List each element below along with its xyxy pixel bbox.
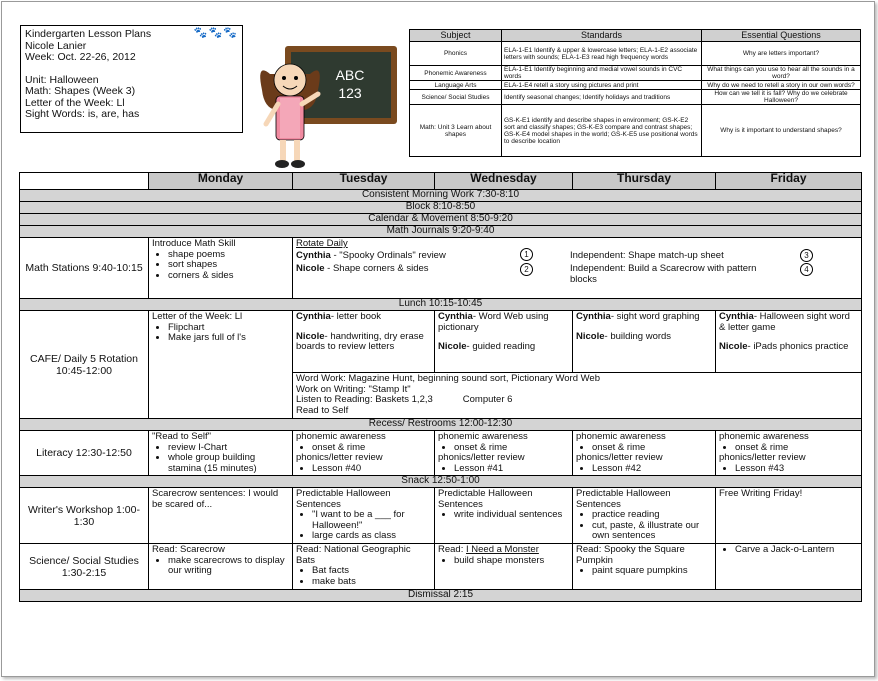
independent-label: Independent: <box>570 250 626 261</box>
literacy-friday-cell <box>716 431 862 476</box>
row-label-science: Science/ Social Studies 1:30-2:15 <box>20 544 149 590</box>
computer-station: Computer 6 <box>462 394 513 405</box>
teacher-name: Nicole <box>576 330 605 342</box>
science-thursday-cell <box>573 544 716 590</box>
band-lunch: Lunch 10:15-10:45 <box>20 299 862 311</box>
rotation-number-1: 1 <box>520 248 533 261</box>
standards-text: GS-K-E1 identify and describe shapes in environment; GS-K-E2 sort and classify shapes; GS-K-E3 compare and contrast shapes; GS-K-E4 model shapes in the world; GS-K-E5 use positional words to describe location <box>502 105 702 157</box>
row-label-cafe: CAFE/ Daily 5 Rotation 10:45-12:00 <box>20 311 149 419</box>
standards-header-standards: Standards <box>502 30 702 42</box>
rotate-daily-label: Rotate Daily <box>296 238 348 249</box>
standards-question: Why are letters important? <box>702 42 861 66</box>
cafe-thursday-cell <box>573 311 716 373</box>
activity-text: - Word Web using pictionary <box>438 311 549 333</box>
cafe-monday-title: Letter of the Week: Ll <box>152 311 243 322</box>
teacher-name: Cynthia <box>296 250 331 261</box>
day-header-wednesday: Wednesday <box>435 173 573 190</box>
rotation-number-4: 4 <box>800 263 813 276</box>
literacy-monday-title: "Read to Self" <box>152 431 212 442</box>
list-item: • Lesson #41 <box>454 464 569 475</box>
list-item: • Carve a Jack-o-Lantern <box>735 545 858 556</box>
list-item: • Make jars full of l's <box>168 333 289 344</box>
writers-wednesday-cell <box>435 488 573 544</box>
literacy-line: phonics/letter review <box>296 452 383 463</box>
literacy-title: phonemic awareness <box>576 431 666 442</box>
day-header-friday: Friday <box>716 173 862 190</box>
standards-text: ELA-1-E1 Identify & upper & lowercase letters; ELA-1-E2 associate letters with sounds; ELA-1-E3 read high frequency words <box>502 42 702 66</box>
list-item: • onset & rime <box>454 443 569 454</box>
science-read-prefix: Read: <box>438 544 464 555</box>
letter-of-week: Letter of the Week: Ll <box>25 96 125 109</box>
activity-text: - sight word graphing <box>610 311 700 322</box>
rotation-text: Shape match-up sheet <box>628 250 724 261</box>
teacher-chalkboard-clipart <box>252 32 400 172</box>
math-monday-cell <box>149 238 293 299</box>
literacy-title: phonemic awareness <box>296 431 386 442</box>
list-item: • review I-Chart <box>168 443 289 454</box>
plan-title: Kindergarten Lesson Plans <box>25 28 152 40</box>
cafe-monday-cell <box>149 311 293 419</box>
daily5-cell <box>293 373 862 419</box>
document-frame <box>1 1 875 677</box>
science-title: Read: Scarecrow <box>152 544 225 555</box>
day-header-thursday: Thursday <box>573 173 716 190</box>
work-on-writing: Work on Writing: "Stamp It" <box>296 383 411 395</box>
band-recess: Recess/ Restrooms 12:00-12:30 <box>20 419 862 431</box>
rotation-number-3: 3 <box>800 249 813 262</box>
literacy-thursday-cell <box>573 431 716 476</box>
science-title: Read: National Geographic Bats <box>296 544 411 566</box>
band-dismissal: Dismissal 2:15 <box>20 590 862 602</box>
standards-question: How can we tell it is fall? Why do we celebrate Halloween? <box>702 90 861 105</box>
literacy-monday-cell <box>149 431 293 476</box>
rotation-2 <box>296 264 429 275</box>
listen-to-reading: Listen to Reading: Baskets 1,2,3 <box>296 394 433 405</box>
teacher-name: Nicole <box>438 341 467 352</box>
activity-text: - iPads phonics practice <box>747 341 849 352</box>
standards-question: Why do we need to retell a story in our own words? <box>702 81 861 90</box>
standards-header-questions: Essential Questions <box>702 30 861 42</box>
science-tuesday-cell <box>293 544 435 590</box>
activity-text: - guided reading <box>466 341 536 352</box>
band-calendar: Calendar & Movement 8:50-9:20 <box>20 214 862 226</box>
writers-title: Predictable Halloween Sentences <box>296 488 391 510</box>
standards-subject: Science/ Social Studies <box>410 90 502 105</box>
math-unit-label: Math: Shapes (Week 3) <box>25 85 136 97</box>
band-math-journals: Math Journals 9:20-9:40 <box>20 226 862 238</box>
standards-subject: Phonemic Awareness <box>410 66 502 81</box>
paw-prints-icon: 🐾🐾🐾 <box>193 27 238 39</box>
standards-header-subject: Subject <box>410 30 502 42</box>
cafe-wednesday-cell <box>435 311 573 373</box>
list-item: • practice reading <box>592 510 712 521</box>
math-monday-title: Introduce Math Skill <box>152 238 236 249</box>
teacher-name: Nicole <box>296 330 325 342</box>
literacy-tuesday-cell <box>293 431 435 476</box>
literacy-line: phonics/letter review <box>576 452 663 463</box>
weekly-plan-table <box>19 172 862 602</box>
writers-monday-cell: Scarecrow sentences: I would be scared of... <box>149 488 293 544</box>
literacy-wednesday-cell <box>435 431 573 476</box>
literacy-title: phonemic awareness <box>438 431 528 442</box>
row-label-writers-workshop: Writer's Workshop 1:00-1:30 <box>20 488 149 544</box>
list-item: • "I want to be a ___ for Halloween!" <box>312 510 431 531</box>
science-wednesday-cell <box>435 544 573 590</box>
teacher-name: Nicole <box>719 341 748 352</box>
unit-label: Unit: Halloween <box>25 73 99 86</box>
read-to-self: Read to Self <box>296 404 349 416</box>
list-item: • Lesson #43 <box>735 464 858 475</box>
band-block: Block 8:10-8:50 <box>20 202 862 214</box>
standards-question: What things can you use to hear all the sounds in a word? <box>702 66 861 81</box>
day-header-tuesday: Tuesday <box>293 173 435 190</box>
literacy-line: phonics/letter review <box>719 452 806 463</box>
list-item: • large cards as class <box>312 531 431 542</box>
list-item: • Bat facts <box>312 566 431 577</box>
activity-text: - handwriting, dry erase boards to review letters <box>296 330 424 352</box>
cafe-tuesday-cell <box>293 311 435 373</box>
teacher-name: Nicole <box>296 263 325 274</box>
row-label-math-stations: Math Stations 9:40-10:15 <box>20 238 149 299</box>
writers-title: Predictable Halloween Sentences <box>576 488 671 510</box>
corner-cell <box>20 173 149 190</box>
math-rotation-cell <box>293 238 862 299</box>
day-header-monday: Monday <box>149 173 293 190</box>
standards-subject: Phonics <box>410 42 502 66</box>
activity-text: - letter book <box>330 311 382 322</box>
teacher-name: Cynthia <box>719 311 754 322</box>
word-work: Word Work: Magazine Hunt, beginning sound sort, Pictionary Word Web <box>296 373 600 384</box>
science-title: I Need a Monster <box>466 544 539 555</box>
literacy-title: phonemic awareness <box>719 431 809 442</box>
list-item: • Lesson #40 <box>312 464 431 475</box>
list-item: • onset & rime <box>735 443 858 454</box>
science-friday-cell <box>716 544 862 590</box>
band-snack: Snack 12:50-1:00 <box>20 476 862 488</box>
list-item: • sort shapes <box>168 260 289 271</box>
list-item: • paint square pumpkins <box>592 566 712 577</box>
writers-friday-cell: Free Writing Friday! <box>716 488 862 544</box>
rotation-text: - Shape corners & sides <box>327 263 429 274</box>
board-abc-text: ABC <box>335 67 365 83</box>
list-item: • write individual sentences <box>454 510 569 521</box>
week-dates: Week: Oct. 22-26, 2012 <box>25 51 136 63</box>
list-item: • Flipchart <box>168 323 289 334</box>
list-item: • shape poems <box>168 250 289 261</box>
standards-question: Why is it important to understand shapes? <box>702 105 861 157</box>
list-item: • Lesson #42 <box>592 464 712 475</box>
teacher-name: Cynthia <box>438 311 473 322</box>
writers-tuesday-cell <box>293 488 435 544</box>
standards-text: ELA-1-E4 retell a story using pictures and print <box>502 81 702 90</box>
activity-text: - Halloween sight word & letter game <box>719 311 850 333</box>
teacher-name: Nicole Lanier <box>25 39 87 52</box>
science-monday-cell <box>149 544 293 590</box>
cafe-friday-cell <box>716 311 862 373</box>
rotation-3 <box>570 251 724 262</box>
rotation-4 <box>570 264 770 285</box>
list-item: • onset & rime <box>312 443 431 454</box>
list-item: • make scarecrows to display our writing <box>168 556 289 577</box>
standards-text: ELA-1-E1 Identify beginning and medial vowel sounds in CVC words <box>502 66 702 81</box>
writers-title: Predictable Halloween Sentences <box>438 488 533 510</box>
rotation-1 <box>296 251 446 262</box>
standards-subject: Math: Unit 3 Learn about shapes <box>410 105 502 157</box>
plan-info-box <box>20 25 243 133</box>
list-item: • make bats <box>312 577 431 588</box>
standards-text: Identify seasonal changes; Identify holidays and traditions <box>502 90 702 105</box>
list-item: • cut, paste, & illustrate our own sentences <box>592 521 712 542</box>
writers-thursday-cell <box>573 488 716 544</box>
list-item: • corners & sides <box>168 271 289 282</box>
teacher-name: Cynthia <box>296 311 331 322</box>
list-item: • build shape monsters <box>454 556 569 567</box>
standards-table <box>409 29 861 157</box>
rotation-number-2: 2 <box>520 263 533 276</box>
row-label-literacy: Literacy 12:30-12:50 <box>20 431 149 476</box>
science-title: Read: Spooky the Square Pumpkin <box>576 544 685 566</box>
literacy-line: phonics/letter review <box>438 452 525 463</box>
list-item: • whole group building stamina (15 minutes) <box>168 453 289 474</box>
rotation-text: - "Spooky Ordinals" review <box>333 250 446 261</box>
rotation-text: Build a Scarecrow with pattern blocks <box>570 263 757 285</box>
band-morning-work: Consistent Morning Work 7:30-8:10 <box>20 190 862 202</box>
list-item: • onset & rime <box>592 443 712 454</box>
sight-words: Sight Words: is, are, has <box>25 108 140 120</box>
activity-text: - building words <box>604 330 672 342</box>
standards-subject: Language Arts <box>410 81 502 90</box>
board-123-text: 123 <box>338 85 362 101</box>
independent-label: Independent: <box>570 263 626 274</box>
teacher-name: Cynthia <box>576 311 611 322</box>
